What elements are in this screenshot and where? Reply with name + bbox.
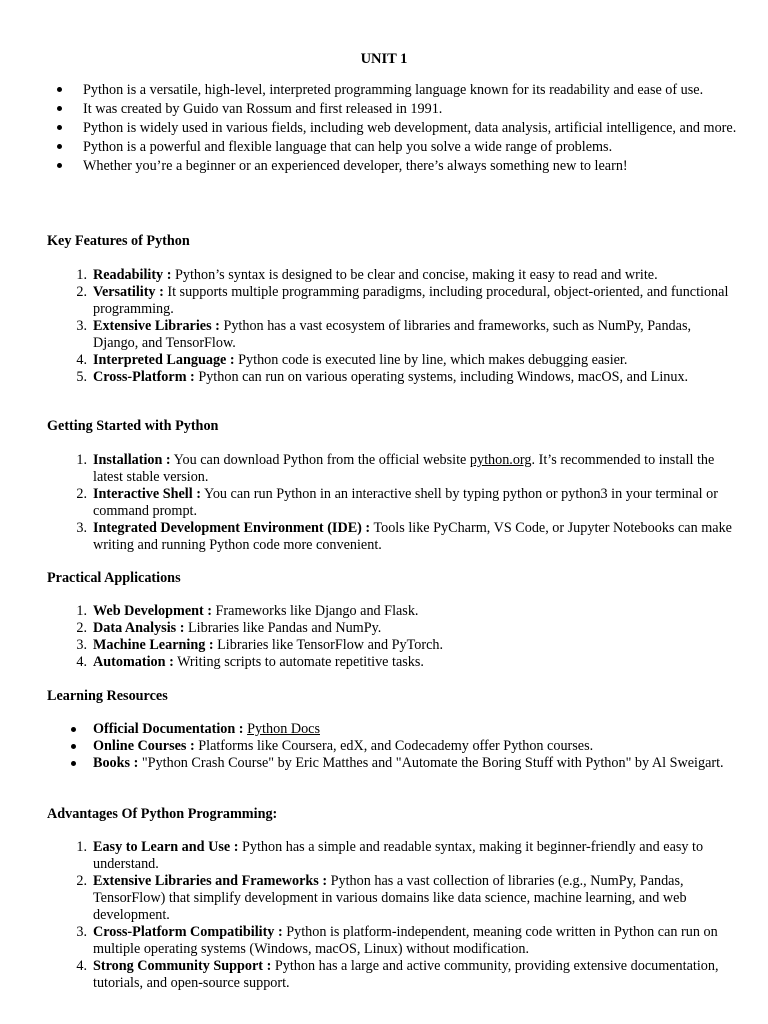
list-item: Online Courses : Platforms like Coursera, edX, and Codecademy offer Python courses.	[47, 738, 737, 755]
list-item: 4. Strong Community Support : Python has a large and active community, providing extensive documentation, tutorials, and open-source support.	[76, 958, 719, 991]
resources-list	[47, 721, 737, 772]
list-item: Python is a versatile, high-level, interpreted programming language known for its readability and ease of use.	[47, 81, 737, 100]
bullet-icon	[57, 163, 62, 168]
list-item: 1. Easy to Learn and Use : Python has a simple and readable syntax, making it beginner-friendly and easy to understand.	[76, 839, 704, 872]
list-item: 3. Extensive Libraries : Python has a vast ecosystem of libraries and frameworks, such as NumPy, Pandas, Django, and TensorFlow.	[76, 318, 692, 351]
list-item: Python is widely used in various fields, including web development, data analysis, artificial intelligence, and more.	[47, 119, 737, 138]
section-heading: Learning Resources	[47, 688, 168, 704]
page-title: UNIT 1	[360, 51, 408, 67]
bullet-icon	[57, 125, 62, 130]
python-docs-link[interactable]: Python Docs	[247, 721, 320, 737]
section-heading: Key Features of Python	[47, 233, 190, 249]
list-item: 1. Installation : You can download Python from the official website python.org. It’s recommended to install the latest stable version.	[76, 452, 715, 485]
intro-list	[47, 81, 737, 176]
list-item: 3. Cross-Platform Compatibility : Python is platform-independent, meaning code written in Python can run on multiple operating systems (Windows, macOS, Linux) without modification.	[76, 924, 718, 957]
bullet-icon	[57, 87, 62, 92]
list-item: 5. Cross-Platform : Python can run on various operating systems, including Windows, macOS, and Linux.	[76, 369, 689, 385]
list-item: 1. Web Development : Frameworks like Django and Flask.	[76, 603, 419, 619]
list-item: 2. Extensive Libraries and Frameworks : Python has a vast collection of libraries (e.g., NumPy, Pandas, TensorFlow) that simplify development in various domains like data science, machine learning, and web development.	[76, 873, 687, 923]
list-item: 2. Data Analysis : Libraries like Pandas and NumPy.	[76, 620, 382, 636]
list-item: 4. Automation : Writing scripts to automate repetitive tasks.	[76, 654, 424, 670]
section-heading: Practical Applications	[47, 570, 181, 586]
section-heading: Getting Started with Python	[47, 418, 219, 434]
bullet-icon	[57, 144, 62, 149]
list-item: Books : "Python Crash Course" by Eric Matthes and "Automate the Boring Stuff with Python" by Al Sweigart.	[47, 755, 737, 772]
bullet-icon	[71, 761, 76, 766]
list-item: 1. Readability : Python’s syntax is designed to be clear and concise, making it easy to read and write.	[76, 267, 658, 283]
list-item: It was created by Guido van Rossum and first released in 1991.	[47, 100, 737, 119]
applications-list	[47, 603, 737, 671]
list-item: Whether you’re a beginner or an experienced developer, there’s always something new to learn!	[47, 157, 737, 176]
list-item: 3. Integrated Development Environment (IDE) : Tools like PyCharm, VS Code, or Jupyter Notebooks can make writing and running Python code more convenient.	[76, 520, 732, 553]
getting-started-list	[47, 452, 737, 554]
list-item: 4. Interpreted Language : Python code is executed line by line, which makes debugging easier.	[76, 352, 628, 368]
list-item: Python is a powerful and flexible language that can help you solve a wide range of problems.	[47, 138, 737, 157]
list-item: 2. Versatility : It supports multiple programming paradigms, including procedural, object-oriented, and functional programming.	[76, 284, 729, 317]
bullet-icon	[71, 727, 76, 732]
list-item: Official Documentation : Python Docs	[47, 721, 737, 738]
python-org-link[interactable]: python.org	[469, 452, 532, 468]
advantages-list	[47, 839, 737, 992]
features-list	[47, 267, 737, 386]
list-item: 3. Machine Learning : Libraries like TensorFlow and PyTorch.	[76, 637, 444, 653]
bullet-icon	[57, 106, 62, 111]
list-item: 2. Interactive Shell : You can run Python in an interactive shell by typing python or python3 in your terminal or command prompt.	[76, 486, 718, 519]
section-heading: Advantages Of Python Programming:	[47, 806, 278, 822]
bullet-icon	[71, 744, 76, 749]
